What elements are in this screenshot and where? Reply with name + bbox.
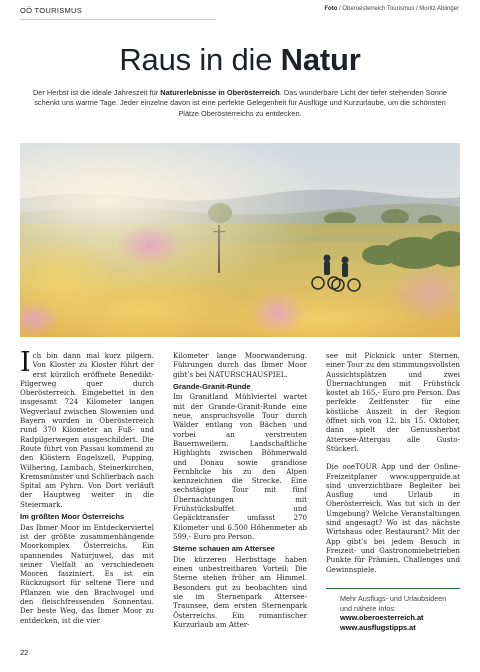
photo-credit: [324, 6, 459, 12]
photo-credit-label: Foto: [324, 6, 338, 12]
drop-cap: I: [20, 347, 31, 378]
column-3: [326, 351, 460, 574]
intro-paragraph: [32, 88, 448, 119]
body-paragraph: [20, 347, 154, 509]
intro-part2: . Das wunderbare Licht der tiefer stehenden Sonne schenkt uns warme Tage. Jeder einzelne davon ist eine perfekte Gelegenheit für Ausflüge und Kurzurlaube, um die schönsten Plätze Oberösterreichs zu entdecken.: [34, 88, 448, 118]
website-link[interactable]: www.ausflugstipps.at: [340, 623, 416, 633]
intro-bold: Naturerlebnisse in Oberösterreich: [160, 88, 280, 97]
body-paragraph: Das Ibmer Moor im Entdeckerviertel ist der größte zusammenhängende Moorkomplex Österreichs. Ein spannendes Naturjuwel, das mit seiner Vielfalt an verschiedenen Mooren fasziniert. Es ist ein Rückzugsort für seltene Tiere und Pflanzen wie den Brachvogel und den fleischfressenden Sonnentau. Der beste Weg, das Ibmer Moor zu entdecken, ist die vier: [20, 522, 154, 625]
title-regular: Raus in die: [119, 42, 281, 77]
section-rule: [20, 19, 216, 20]
intro-part1: Der Herbst ist die ideale Jahreszeit für: [32, 88, 161, 97]
info-text: Mehr Ausflugs- und Urlaubsideen und nähere Infos:: [340, 594, 447, 613]
body-paragraph: Die ooeTOUR App und der Online-Freizeitplaner www.upperguide.at sind unverzichtbare Begleiter bei Ausflug und Urlaub in Oberösterreich. Was tut sich in der Umgebung? Welche Veranstaltungen sind angesagt? Wo ist das nächste Wirtshaus oder Restaurant? Mit der App gibt’s bei jedem Besuch in Freizeit- und Gastronomiebetrieben Punkte für Prämien, Challenges und Gewinnspiele.: [326, 462, 460, 574]
section-label: OÖ TOURISMUS: [20, 6, 83, 15]
paragraph-text: ch bin dann mal kurz pilgern. Von Kloster zu Kloster führt der erst kürzlich eröffnete Benedikt-Pilgerweg quer durch Oberösterreich. Eingebettet in den insgesamt 724 Kilometer langen Wegverlauf zwischen Slowenien und Bayern wurden in Oberösterreich rund 370 Kilometer an Fuß- und Radpilgerwegen ausgeschildert. Die Route führt von Passau kommend zu den Klöstern Engelszell, Pupping, Wilhering, Lambach, Steinerkirchen, Kremsmünster und Schlierbach nach Spital am Pyhrn. Von Dort verläuft der Hauptweg weiter in die Steiermark.: [20, 351, 154, 509]
page-title: [0, 42, 480, 78]
body-paragraph: Im Granitland Mühlviertel wartet mit der Grande-Granit-Runde eine neue, anspruchsvolle Tour durch Wälder entlang von Bächen und vorbei an verstreuten Bauernweilern. Landschaftliche Highlights zwischen Böhmerwald und Donau sowie grandiose Fernblicke bis zu den Alpen kennzeichnen die Strecke. Eine sechstägige Tour mit fünf Übernachtungen mit Frühstücksbuffet und Gepäcktransfer umfasst 270 Kilometer und 6.500 Höhenmeter ab 599,- Euro pro Person.: [173, 392, 307, 541]
subheading: Grande-Granit-Runde: [173, 381, 251, 391]
body-paragraph: Kilometer lange Moorwanderung. Führungen durch das Ibmer Moor gibt’s bei NATURSCHAUSPIEL.: [173, 351, 307, 379]
photo-credit-text: / Oberoesterreich Tourismus / Moritz Ablinger: [337, 6, 459, 12]
column-1: [20, 347, 154, 625]
subheading: Sterne schauen am Attersee: [173, 544, 275, 554]
page-number: 22: [20, 648, 29, 657]
info-box: [326, 588, 460, 633]
subheading: Im größten Moor Österreichs: [20, 512, 125, 522]
website-link[interactable]: www.oberoesterreich.at: [340, 613, 424, 623]
title-bold: Natur: [280, 42, 361, 77]
body-paragraph: Die kürzeren Herbsttage haben einen unbestreitbaren Vorteil: Die Sterne stehen früher am Himmel. Besonders gut zu beobachten sind sie im Sternenpark Attersee-Traunsee, dem ersten Sternenpark Österreichs. Ein romantischer Kurzurlaub am Atter-: [173, 554, 307, 629]
column-2: [173, 351, 307, 629]
body-paragraph: see mit Picknick unter Sternen, einer Tour zu den stimmungsvollsten Aussichtsplätzen und zwei Übernachtungen mit Frühstück kostet ab 165,- Euro pro Person. Das perfekte Zeitfenster für eine köstliche Auszeit in der Region öffnet sich von 12. bis 15. Oktober, dann spielt der Genussherbst Attersee-Attergau alle Gusto-Stückerl.: [326, 351, 460, 453]
hero-photo: [20, 143, 460, 337]
